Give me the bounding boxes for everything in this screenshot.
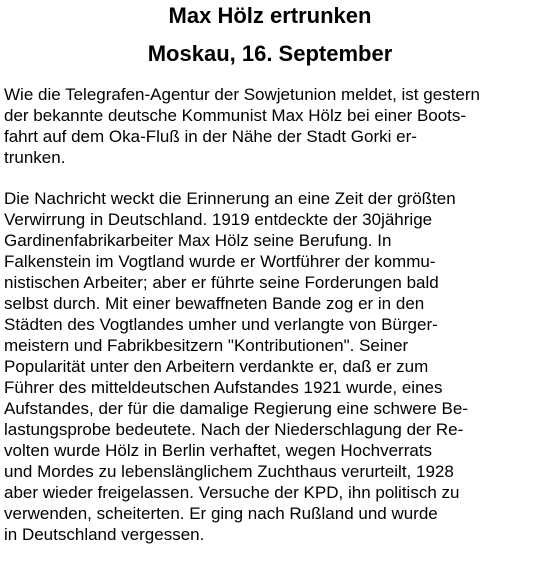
paragraph-line: aber wieder freigelassen. Versuche der KPD, ihn politisch zu [4,483,460,502]
dateline: Moskau, 16. September [147,41,393,66]
paragraph-line: und Mordes zu lebenslänglichem Zuchthaus verurteilt, 1928 [4,462,454,481]
paragraph-line: Städten des Vogtlandes umher und verlangte von Bürger- [4,315,438,334]
paragraph-line: Falkenstein im Vogtland wurde er Wortführer der kommu- [4,252,436,271]
paragraph-line: trunken. [4,148,66,167]
paragraph-line: selbst durch. Mit einer bewaffneten Bande zog er in den [4,294,425,313]
paragraph-line: volten wurde Hölz in Berlin verhaftet, wegen Hochverrats [4,441,433,460]
paragraph-line: Wie die Telegrafen-Agentur der Sowjetunion meldet, ist gestern [4,85,480,104]
paragraph-line: nistischen Arbeiter; aber er führte seine Forderungen bald [4,273,439,292]
paragraph-line: Führer des mitteldeutschen Aufstandes 1921 wurde, eines [4,378,443,397]
paragraph-line: meistern und Fabrikbesitzern "Kontributionen". Seiner [4,336,409,355]
paragraph-line: in Deutschland vergessen. [4,525,205,544]
paragraph-2 [4,188,538,545]
paragraph-line: Gardinenfabrikarbeiter Max Hölz seine Berufung. In [4,231,392,250]
paragraph-line: Popularität unter den Arbeitern verdankte er, daß er zum [4,357,429,376]
paragraph-1 [4,84,538,168]
paragraph-line: verwenden, scheiterten. Er ging nach Rußland und wurde [4,504,438,523]
paragraph-line: Die Nachricht weckt die Erinnerung an eine Zeit der größten [4,189,456,208]
paragraph-line: der bekannte deutsche Kommunist Max Hölz bei einer Boots- [4,106,467,125]
paragraph-line: Aufstandes, der für die damalige Regierung eine schwere Be- [4,399,468,418]
paragraph-line: lastungsprobe bedeutete. Nach der Niederschlagung der Re- [4,420,464,439]
paragraph-line: Verwirrung in Deutschland. 1919 entdeckte der 30jährige [4,210,433,229]
paragraph-line: fahrt auf dem Oka-Fluß in der Nähe der Stadt Gorki er- [4,127,417,146]
headline: Max Hölz ertrunken [168,3,372,28]
